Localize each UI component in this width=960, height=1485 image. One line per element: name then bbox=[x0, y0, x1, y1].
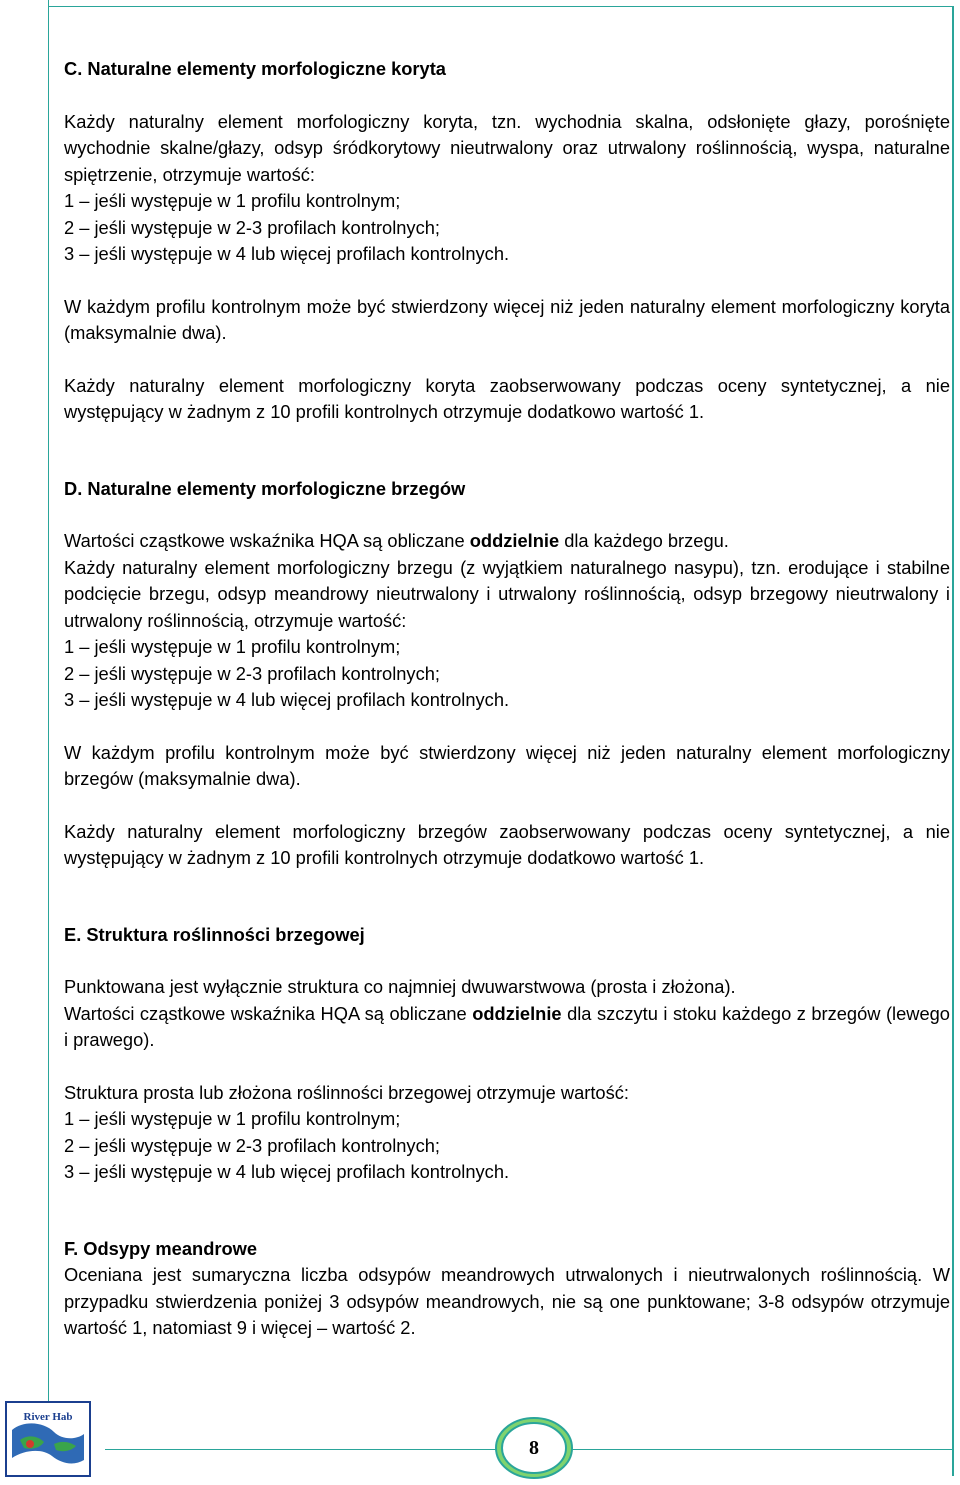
section-e-item-3: 3 – jeśli występuje w 4 lub więcej profilach kontrolnych. bbox=[64, 1161, 510, 1182]
section-f-para: Oceniana jest sumaryczna liczba odsypów meandrowych utrwalonych i nieutrwalonych roślinnością. W przypadku stwierdzenia poniżej 3 odsypów meandrowych, nie są one punktowane; 3-8 odsypów otrzymuje wartość 1, natomiast 9 i więcej – wartość 2. bbox=[64, 1264, 950, 1338]
section-e-line-2 bbox=[64, 1001, 950, 1054]
section-c-item-1: 1 – jeśli występuje w 1 profilu kontrolnym; bbox=[64, 190, 401, 211]
section-d-heading: D. Naturalne elementy morfologiczne brzegów bbox=[64, 477, 466, 499]
section-d-para-3: Każdy naturalny element morfologiczny brzegów zaobserwowany podczas oceny syntetycznej, a nie występujący w żadnym z 10 profili kontrolnych otrzymuje dodatkowo wartość 1. bbox=[64, 820, 950, 868]
section-c-para-3: Każdy naturalny element morfologiczny koryta zaobserwowany podczas oceny syntetycznej, a nie występujący w żadnym z 10 profili kontrolnych otrzymuje dodatkowo wartość 1. bbox=[64, 374, 950, 422]
page-number: 8 bbox=[529, 1437, 539, 1459]
section-d-intro: Każdy naturalny element morfologiczny brzegu (z wyjątkiem naturalnego nasypu), tzn. erodujące i stabilne podcięcie brzegu, odsyp meandrowy nieutrwalony i utrwalony roślinnością, odsyp brzegowy nieutrwalony i utrwalony roślinnością, otrzymuje wartość: bbox=[64, 556, 950, 631]
section-d-line-1-post: dla każdego brzegu. bbox=[559, 530, 729, 551]
section-c-item-2: 2 – jeśli występuje w 2-3 profilach kontrolnych; bbox=[64, 216, 440, 238]
section-c-item-3: 3 – jeśli występuje w 4 lub więcej profilach kontrolnych. bbox=[64, 243, 510, 264]
section-e-line-2-bold: oddzielnie bbox=[472, 1002, 562, 1024]
section-d-line-1-pre: Wartości cząstkowe wskaźnika HQA są obliczane bbox=[64, 530, 470, 551]
logo-lettering: River Hab bbox=[23, 1411, 73, 1423]
section-c-intro: Każdy naturalny element morfologiczny koryta, tzn. wychodnia skalna, odsłonięte głazy, porośnięte wychodnie skalne/głazy, odsyp śródkorytowy nieutrwalony oraz utrwalony roślinnością, wyspa, naturalne spiętrzenie, otrzymuje wartość: bbox=[64, 110, 950, 185]
river-habitats-logo bbox=[4, 1400, 92, 1478]
section-d-line-1-bold: oddzielnie bbox=[469, 530, 560, 551]
section-e-heading: E. Struktura roślinności brzegowej bbox=[64, 923, 365, 945]
section-c-heading: C. Naturalne elementy morfologiczne koryta bbox=[64, 58, 446, 79]
section-d-item-2: 2 – jeśli występuje w 2-3 profilach kontrolnych; bbox=[64, 662, 440, 684]
section-d-line-1 bbox=[64, 528, 950, 555]
section-e-line-1: Punktowana jest wyłącznie struktura co najmniej dwuwarstwowa (prosta i złożona). bbox=[64, 976, 736, 997]
section-e-item-2: 2 – jeśli występuje w 2-3 profilach kontrolnych; bbox=[64, 1134, 440, 1156]
section-d-item-1: 1 – jeśli występuje w 1 profilu kontrolnym; bbox=[64, 636, 401, 657]
frame-right-border bbox=[952, 6, 954, 1476]
section-e-line-2-pre: Wartości cząstkowe wskaźnika HQA są obliczane bbox=[64, 1002, 473, 1024]
section-d-para-2: W każdym profilu kontrolnym może być stwierdzony więcej niż jeden naturalny element morfologiczny brzegów (maksymalnie dwa). bbox=[64, 741, 950, 789]
section-e-intro: Struktura prosta lub złożona roślinności brzegowej otrzymuje wartość: bbox=[64, 1081, 629, 1103]
frame-left-border bbox=[48, 0, 49, 1405]
section-f-heading: F. Odsypy meandrowe bbox=[64, 1237, 258, 1259]
page-number-badge bbox=[494, 1416, 574, 1480]
frame-top-border bbox=[48, 6, 954, 7]
section-e-line-2-post: dla szczytu i stoku każdego z brzegów (lewego i prawego). bbox=[64, 1002, 950, 1050]
section-c-para-2: W każdym profilu kontrolnym może być stwierdzony więcej niż jeden naturalny element morfologiczny koryta (maksymalnie dwa). bbox=[64, 295, 950, 343]
river-habitats-logo-graphic bbox=[4, 1400, 92, 1478]
document-body bbox=[64, 56, 950, 1342]
section-d-item-3: 3 – jeśli występuje w 4 lub więcej profilach kontrolnych. bbox=[64, 689, 510, 710]
section-e-item-1: 1 – jeśli występuje w 1 profilu kontrolnym; bbox=[64, 1108, 401, 1129]
